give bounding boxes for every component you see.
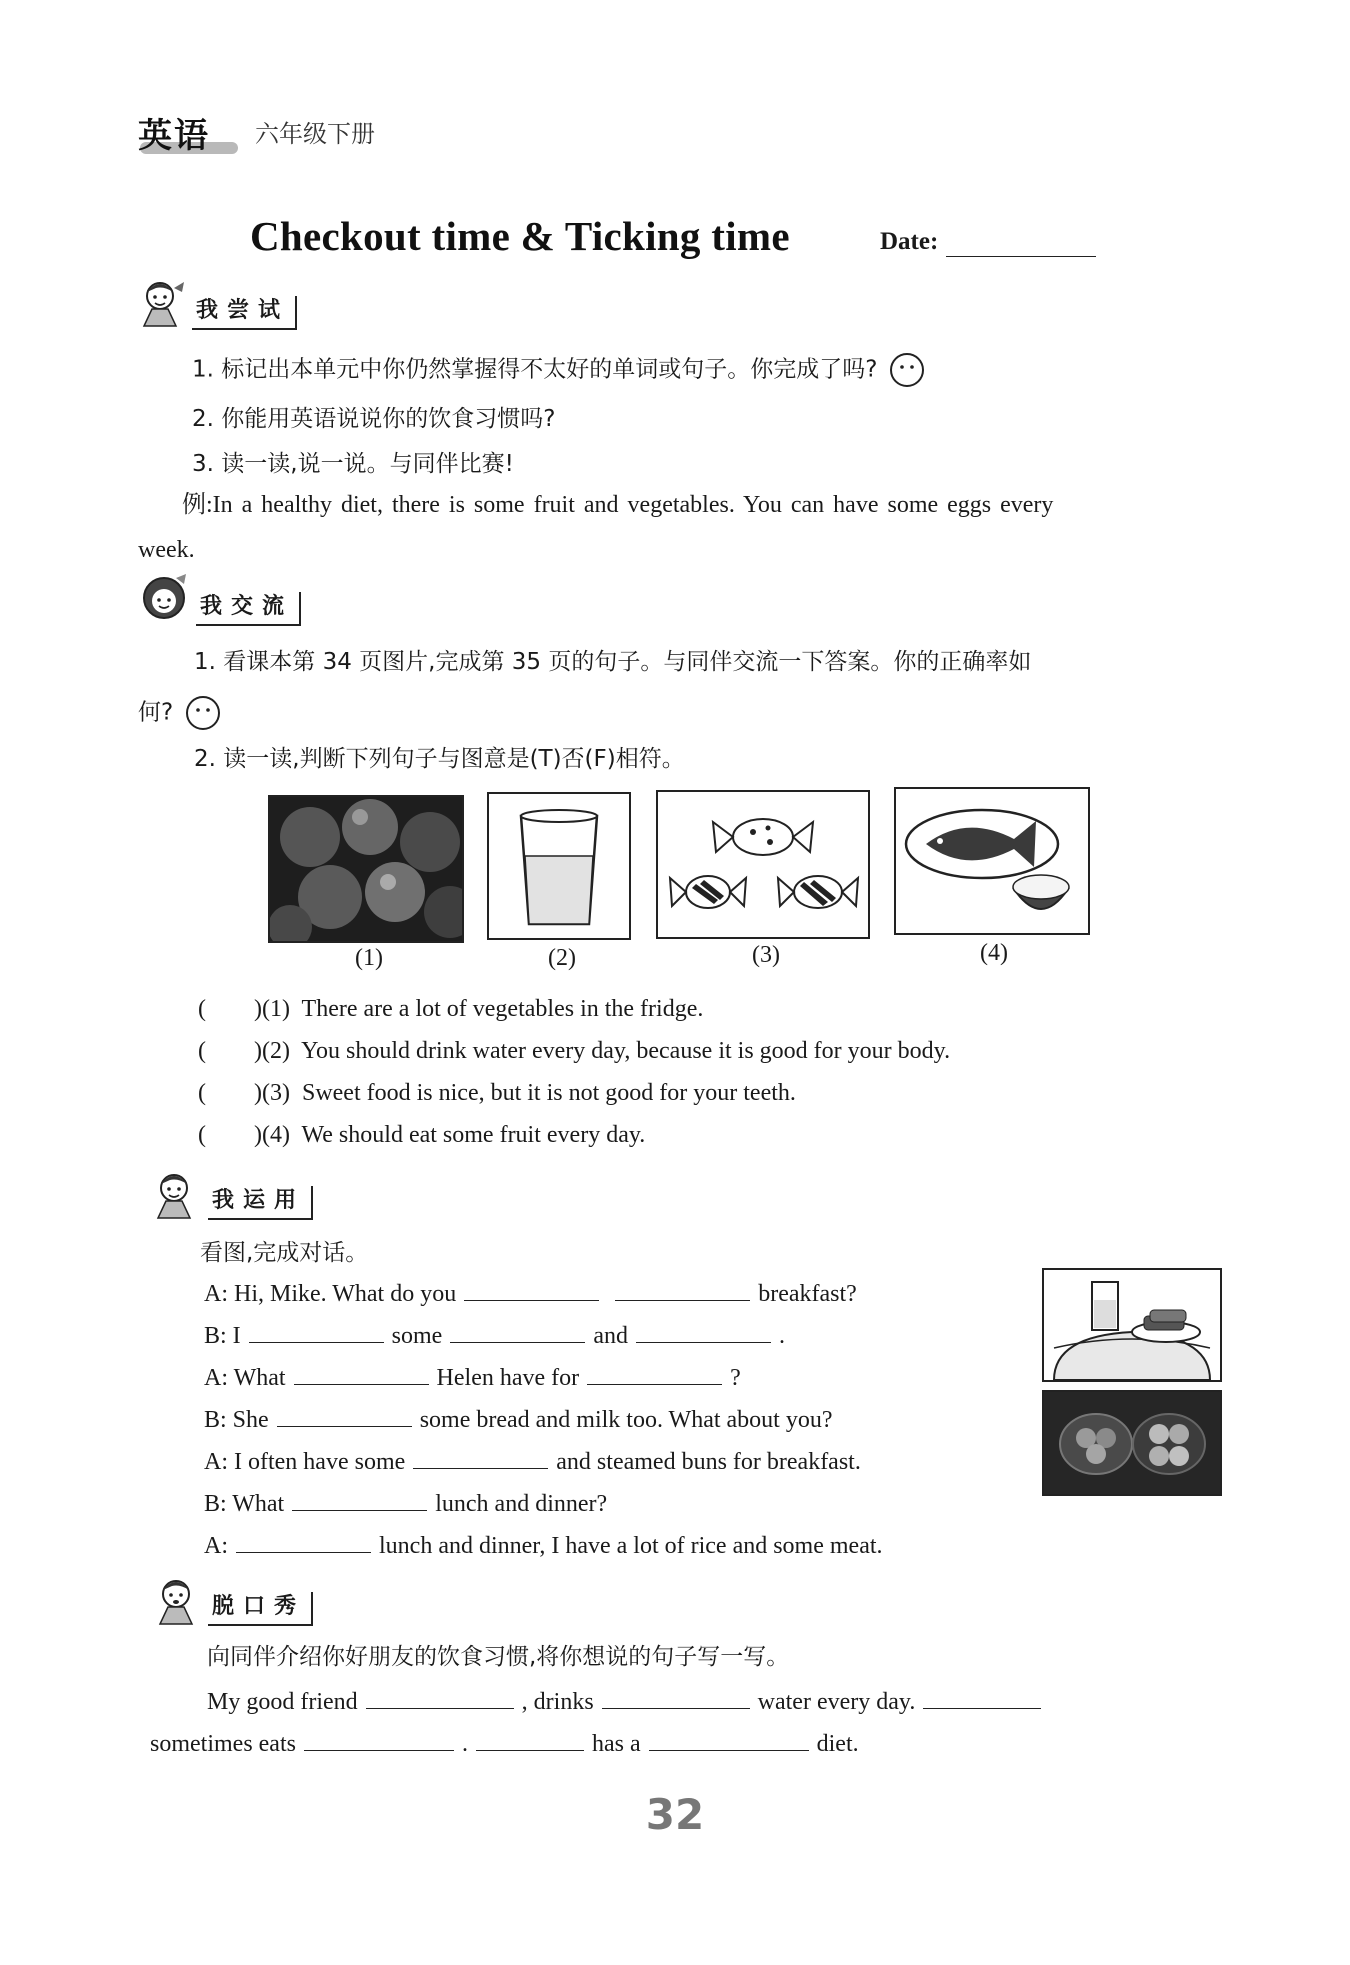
page-number: 32 [645, 1790, 705, 1839]
answer-blank[interactable] [366, 1684, 514, 1709]
talk-instruction: 向同伴介绍你好朋友的饮食习惯,将你想说的句子写一写。 [207, 1644, 790, 1670]
apply-instruction: 看图,完成对话。 [200, 1240, 369, 1266]
exchange-item-1-line-1: 1. 看课本第 34 页图片,完成第 35 页的句子。与同伴交流一下答案。你的正确率如 [194, 649, 1032, 675]
picture-water [487, 792, 631, 940]
picture-candies [656, 790, 870, 939]
dialogue-line-7: A: lunch and dinner, I have a lot of rice and some meat. [204, 1528, 883, 1563]
exchange-item-1-line-2: 何? [138, 695, 221, 731]
dialogue-line-3: A: What Helen have for ? [204, 1360, 741, 1395]
picture-caption-4: (4) [980, 940, 1008, 966]
exchange-item-2: 2. 读一读,判断下列句子与图意是(T)否(F)相符。 [194, 746, 685, 772]
picture-apples [268, 795, 464, 943]
picture-caption-1: (1) [355, 945, 383, 971]
answer-blank[interactable] [636, 1318, 771, 1343]
answer-blank[interactable] [602, 1684, 750, 1709]
talk-line-1: My good friend , drinks water every day. [207, 1684, 1049, 1719]
smiley-icon [889, 352, 925, 388]
answer-blank[interactable] [249, 1318, 384, 1343]
section-exchange-header [138, 578, 301, 626]
try-item-1: 1. 标记出本单元中你仍然掌握得不太好的单词或句子。你完成了吗? [192, 352, 925, 388]
section-talk-label: 脱口秀 [208, 1592, 313, 1626]
section-apply-header [150, 1172, 313, 1220]
answer-blank[interactable] [236, 1528, 371, 1553]
section-exchange-label: 我交流 [196, 592, 301, 626]
try-example-line-2: week. [138, 537, 195, 563]
answer-blank[interactable] [304, 1726, 454, 1751]
smiley-icon [185, 695, 221, 731]
answer-blank[interactable] [649, 1726, 809, 1751]
answer-bracket[interactable]: ( ) [198, 1038, 262, 1064]
talk-line-2: sometimes eats . has a diet. [150, 1726, 859, 1761]
picture-fish-rice [894, 787, 1090, 935]
answer-blank[interactable] [923, 1684, 1041, 1709]
date-blank[interactable] [946, 256, 1096, 257]
fish-and-rice-icon [896, 789, 1088, 933]
statement-2: ( )(2) You should drink water every day, because it is good for your body. [198, 1038, 951, 1064]
milk-and-toast-icon [1044, 1270, 1220, 1380]
steamed-buns-photo-icon [1044, 1392, 1220, 1494]
page-title: Checkout time & Ticking time [250, 213, 790, 259]
answer-blank[interactable] [277, 1402, 412, 1427]
boy-mascot-icon [138, 570, 194, 626]
date-label: Date: [880, 228, 939, 255]
picture-buns [1042, 1390, 1222, 1496]
statement-1: ( )(1) There are a lot of vegetables in the fridge. [198, 996, 704, 1022]
statement-3: ( )(3) Sweet food is nice, but it is not good for your teeth. [198, 1080, 796, 1106]
try-item-3: 3. 读一读,说一说。与同伴比赛! [192, 451, 514, 477]
section-try-label: 我尝试 [192, 296, 297, 330]
answer-blank[interactable] [413, 1444, 548, 1469]
answer-blank[interactable] [292, 1486, 427, 1511]
dialogue-line-6: B: What lunch and dinner? [204, 1486, 607, 1521]
picture-breakfast [1042, 1268, 1222, 1382]
picture-caption-3: (3) [752, 942, 780, 968]
dialogue-line-4: B: She some bread and milk too. What about you? [204, 1402, 832, 1437]
statement-4: ( )(4) We should eat some fruit every day. [198, 1122, 646, 1148]
section-try-header [134, 282, 297, 330]
dialogue-line-2: B: I some and . [204, 1318, 785, 1353]
dialogue-line-5: A: I often have some and steamed buns for breakfast. [204, 1444, 861, 1479]
try-item-2: 2. 你能用英语说说你的饮食习惯吗? [192, 406, 556, 432]
answer-bracket[interactable]: ( ) [198, 1122, 262, 1148]
subject-badge: 英语 [138, 108, 238, 158]
girl-mascot-icon [134, 274, 190, 330]
girl-mascot-icon [150, 1570, 206, 1626]
section-talk-header [150, 1578, 313, 1626]
try-example-line-1: 例:In a healthy diet, there is some fruit and vegetables. You can have some eggs every [182, 492, 1054, 518]
candies-icon [658, 792, 868, 937]
answer-blank[interactable] [464, 1276, 599, 1301]
section-apply-label: 我运用 [208, 1186, 313, 1220]
picture-caption-2: (2) [548, 945, 576, 971]
dialogue-line-1: A: Hi, Mike. What do you breakfast? [204, 1276, 857, 1311]
girl-mascot-icon [150, 1164, 206, 1220]
answer-blank[interactable] [587, 1360, 722, 1385]
answer-blank[interactable] [294, 1360, 429, 1385]
answer-bracket[interactable]: ( ) [198, 996, 262, 1022]
apples-photo-icon [270, 797, 462, 941]
answer-blank[interactable] [615, 1276, 750, 1301]
grade-label: 六年级下册 [255, 120, 375, 148]
glass-of-water-icon [489, 794, 629, 938]
answer-blank[interactable] [450, 1318, 585, 1343]
answer-bracket[interactable]: ( ) [198, 1080, 262, 1106]
answer-blank[interactable] [476, 1726, 584, 1751]
